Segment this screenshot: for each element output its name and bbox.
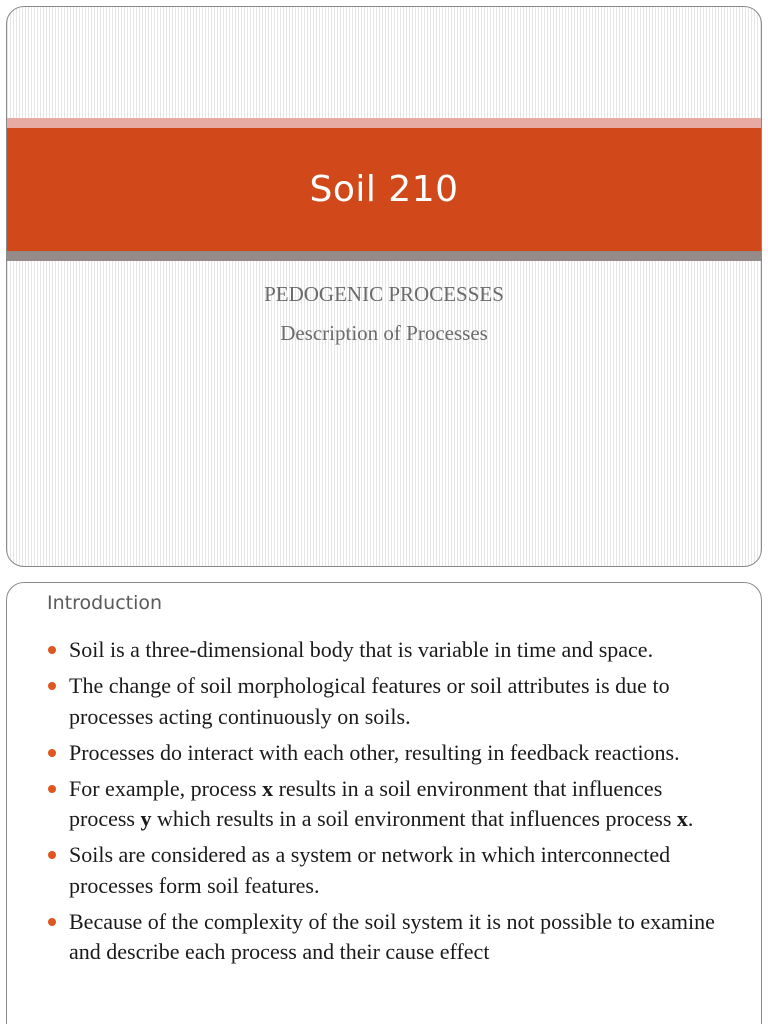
subtitle-line-1: PEDOGENIC PROCESSES <box>264 282 504 306</box>
bullet-item <box>69 774 733 835</box>
bullet-dot-icon <box>48 646 56 654</box>
accent-band-top <box>7 118 761 128</box>
bullet-text: Soils are considered as a system or network in which interconnected processes form soil features. <box>69 842 671 898</box>
bullet-dot-icon <box>48 851 56 859</box>
title-band <box>7 128 761 251</box>
bullet-dot-icon <box>48 785 56 793</box>
bullet-item <box>69 671 733 732</box>
title-slide <box>6 6 762 567</box>
process-variable: x <box>676 806 688 831</box>
bullet-text: Because of the complexity of the soil system it is not possible to examine and describe each process and their cause effect <box>69 908 715 964</box>
introduction-slide <box>6 582 762 1024</box>
subtitle-block <box>7 275 761 353</box>
bullet-item <box>69 738 733 769</box>
process-variable: y <box>140 806 152 831</box>
bullet-item <box>69 635 733 666</box>
bullet-text: The change of soil morphological features or soil attributes is due to processes acting continuously on soils. <box>69 673 670 729</box>
accent-band-bottom <box>7 251 761 261</box>
subtitle-line-2: Description of Processes <box>280 321 488 345</box>
bullet-list <box>69 635 733 973</box>
bullet-text-part: For example, process <box>69 775 263 801</box>
slide-title: Soil 210 <box>309 169 459 210</box>
bullet-text-part: results in a soil environment that influences process <box>69 775 663 831</box>
bullet-dot-icon <box>48 682 56 690</box>
bullet-text: Processes do interact with each other, resulting in feedback reactions. <box>69 739 680 765</box>
bullet-item <box>69 907 733 968</box>
slide-heading: Introduction <box>47 592 163 614</box>
bullet-dot-icon <box>48 918 56 926</box>
bullet-item <box>69 840 733 901</box>
bullet-dot-icon <box>48 749 56 757</box>
process-variable: x <box>262 775 274 801</box>
bullet-text: Soil is a three-dimensional body that is variable in time and space. <box>69 637 654 662</box>
bullet-text-part: . <box>687 806 694 831</box>
bullet-text-part: which results in a soil environment that influences process <box>151 806 677 831</box>
